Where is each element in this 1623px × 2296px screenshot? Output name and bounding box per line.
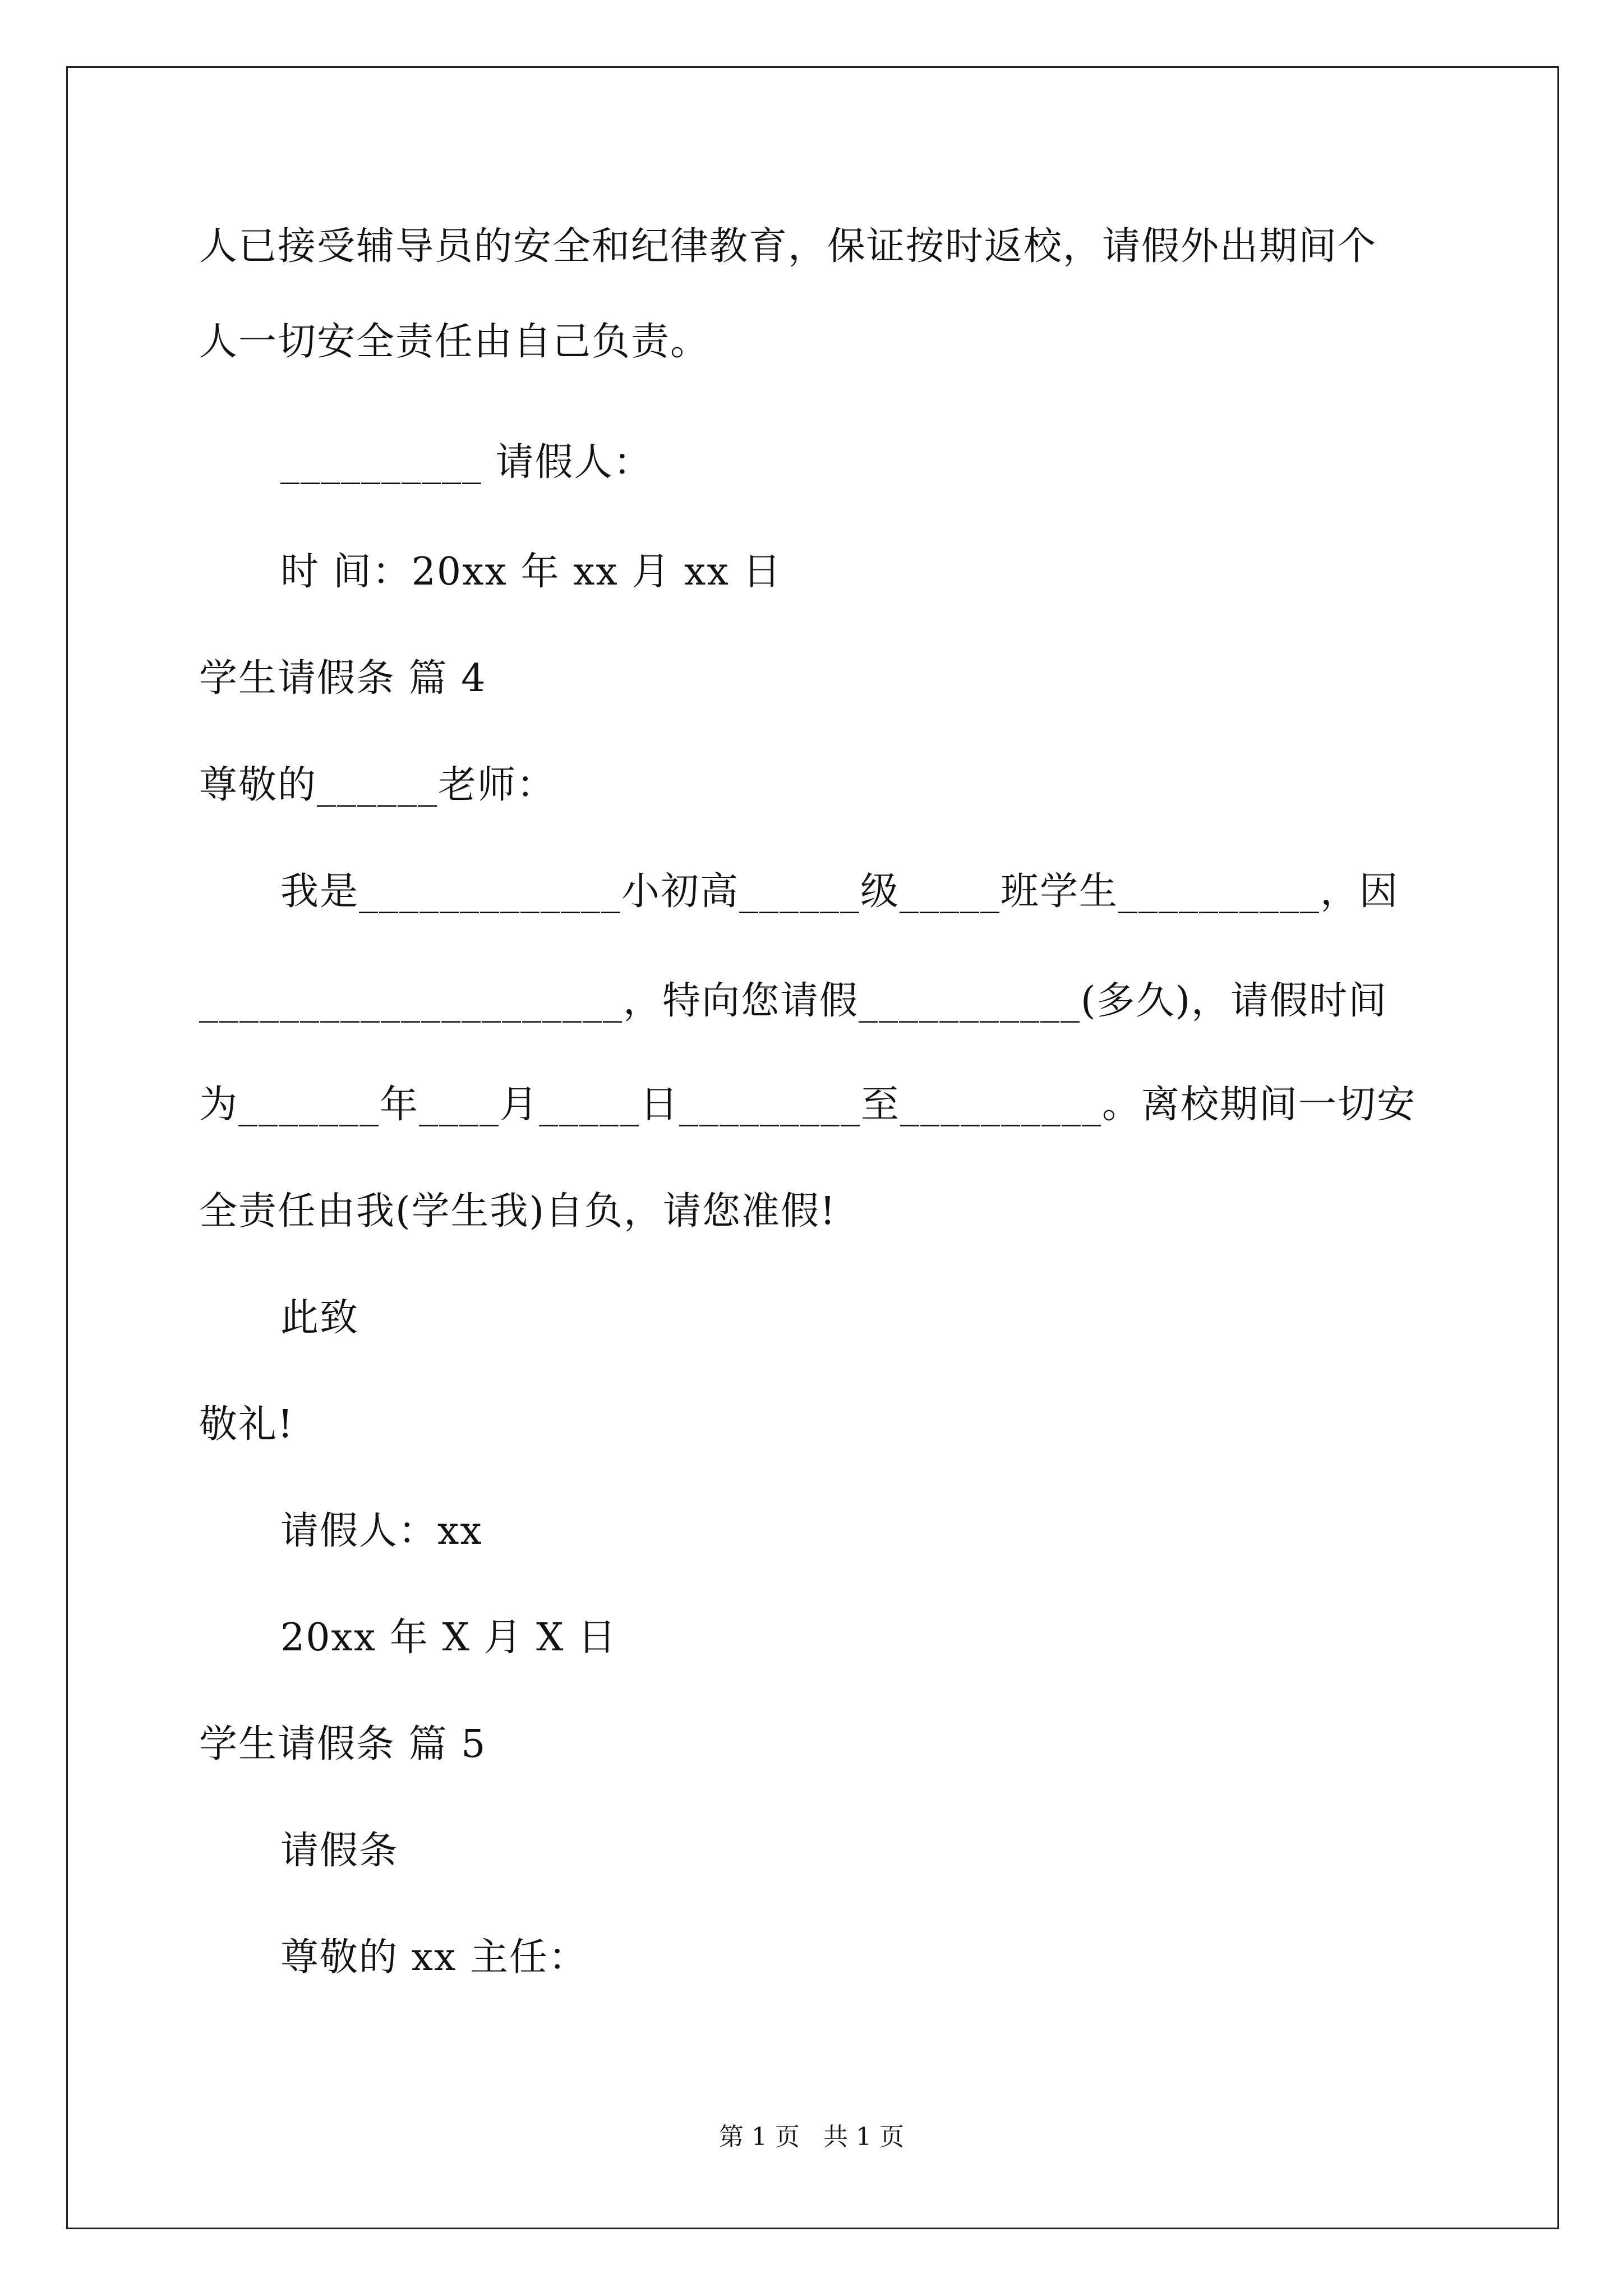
document-title: 请假条 xyxy=(280,1829,399,1873)
salutation: 尊敬的______老师： xyxy=(199,763,556,807)
body-line: 人一切安全责任由自己负责。 xyxy=(199,320,710,364)
date-line: 时 间：20xx 年 xx 月 xx 日 xyxy=(280,550,782,594)
applicant-signature-line: __________ 请假人： xyxy=(280,440,653,485)
page-border xyxy=(66,66,1559,2229)
applicant-line: 请假人：xx xyxy=(280,1509,483,1553)
body-line: 为_______年____月_____日_________至__________。离校期间一切安 xyxy=(199,1083,1417,1127)
section-heading: 学生请假条 篇 5 xyxy=(199,1722,487,1766)
closing-line: 此致 xyxy=(280,1296,359,1340)
body-line: 人已接受辅导员的安全和纪律教育，保证按时返校，请假外出期间个 xyxy=(199,224,1377,269)
body-line: _____________________，特向您请假___________(多久)，请假时间 xyxy=(199,979,1388,1023)
page-number-footer: 第 1 页 共 1 页 xyxy=(719,2123,904,2151)
date-line: 20xx 年 X 月 X 日 xyxy=(280,1616,617,1660)
body-line: 全责任由我(学生我)自负，请您准假! xyxy=(199,1189,837,1234)
body-line: 我是_____________小初高______级_____班学生__________，因 xyxy=(280,869,1399,914)
section-heading: 学生请假条 篇 4 xyxy=(199,656,487,701)
salutation: 尊敬的 xx 主任： xyxy=(280,1935,588,1980)
closing-line: 敬礼! xyxy=(199,1402,294,1447)
